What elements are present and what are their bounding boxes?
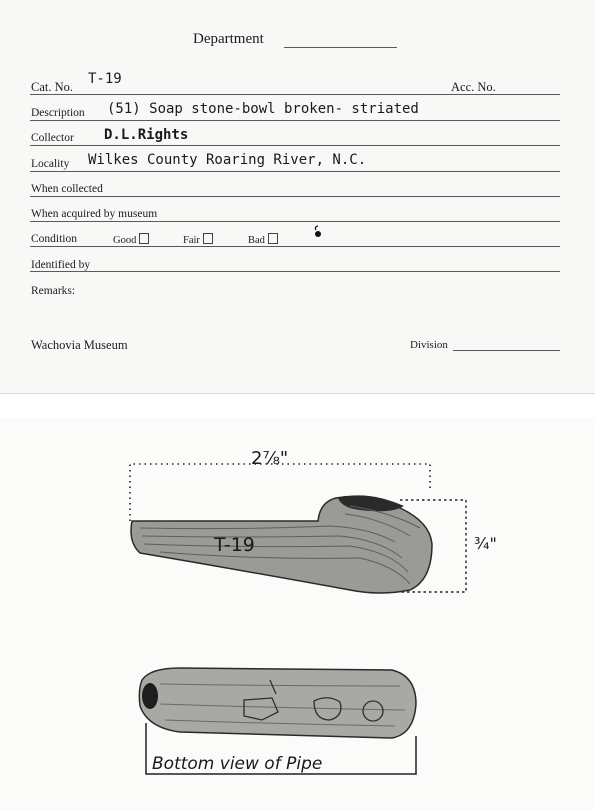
cat-no-label: Cat. No.: [31, 80, 74, 94]
pipe-bottom-view: [139, 668, 416, 738]
condition-label: Condition: [31, 233, 78, 245]
catalog-card: [0, 0, 595, 394]
identified-by-label: Identified by: [31, 259, 91, 271]
locality-label: Locality: [31, 158, 70, 170]
condition-bad-label: Bad: [248, 235, 265, 246]
division-label: Division: [410, 339, 448, 351]
collector-label: Collector: [31, 132, 74, 144]
when-collected-label: When collected: [31, 183, 103, 195]
when-acquired-label: When acquired by museum: [31, 208, 158, 220]
locality-value: Wilkes County Roaring River, N.C.: [88, 152, 367, 168]
specimen-label: T-19: [214, 534, 255, 556]
length-label: 2⅞": [251, 448, 289, 469]
caption-text: Bottom view of Pipe: [152, 754, 323, 774]
museum-name: Wachovia Museum: [31, 338, 128, 352]
height-label: ¾": [474, 534, 497, 553]
description-label: Description: [31, 107, 85, 119]
pipe-side-view: [131, 495, 432, 593]
description-value: (51) Soap stone-bowl broken- striated: [107, 101, 419, 117]
pipe-sketch: [0, 418, 595, 810]
condition-fair-label: Fair: [183, 235, 200, 246]
ink-blot-mark: [0, 0, 595, 393]
cat-no-value: T-19: [88, 71, 122, 87]
condition-good-label: Good: [113, 235, 137, 246]
collector-value: D.L.Rights: [104, 127, 189, 143]
remarks-label: Remarks:: [31, 285, 76, 297]
department-label: Department: [193, 31, 264, 47]
sketch-card: [0, 418, 595, 810]
acc-no-label: Acc. No.: [451, 80, 496, 94]
